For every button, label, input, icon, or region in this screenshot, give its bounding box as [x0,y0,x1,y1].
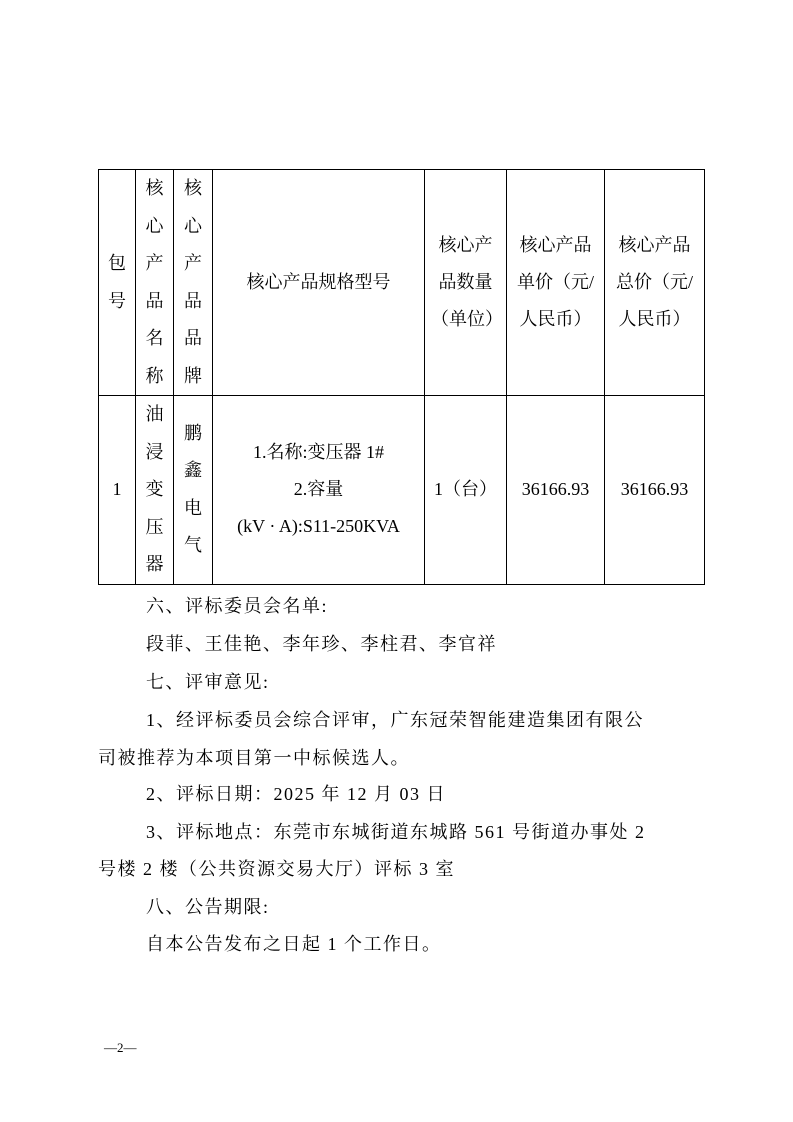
table-header-row [99,170,705,396]
cell-product-name: 油浸变压器 [136,396,174,585]
review-item-1-line-2: 司被推荐为本项目第一中标候选人。 [98,748,410,768]
header-product-brand: 核心产品品牌 [174,170,213,396]
cell-unit-price: 36166.93 [507,396,605,585]
committee-heading: 六、评标委员会名单: [146,596,329,616]
spec-line: 1.名称:变压器 1# [252,442,384,463]
spec-line: 2.容量 [293,479,344,500]
cell-total-price: 36166.93 [605,396,705,585]
review-heading: 七、评审意见: [146,672,270,692]
cell-quantity: 1（台） [425,396,507,585]
review-item-2: 2、评标日期：2025 年 12 月 03 日 [146,784,446,804]
review-item-3-line-1: 3、评标地点：东莞市东城街道东城路 561 号街道办事处 2 [146,822,646,842]
notice-period: 自本公告发布之日起 1 个工作日。 [146,934,442,954]
header-total-price: 核心产品总价（元/人民币） [605,170,705,396]
cell-product-brand: 鹏鑫电气 [174,396,213,585]
cell-spec-model [213,396,425,585]
notice-heading: 八、公告期限: [146,897,270,917]
header-product-name: 核心产品名称 [136,170,174,396]
header-package-no: 包号 [99,170,136,396]
header-quantity: 核心产品数量（单位） [425,170,507,396]
committee-members: 段菲、王佳艳、李年珍、李柱君、李官祥 [146,634,497,654]
page-number: —2— [104,1040,137,1055]
review-item-3-line-2: 号楼 2 楼（公共资源交易大厅）评标 3 室 [98,859,455,879]
review-item-1-line-1: 1、经评标委员会综合评审，广东冠荣智能建造集团有限公 [146,710,644,730]
header-spec-model: 核心产品规格型号 [213,170,425,396]
spec-line: (kV · A):S11-250KVA [237,516,400,537]
table-row [99,396,705,585]
cell-package-no: 1 [99,396,136,585]
header-unit-price: 核心产品单价（元/人民币） [507,170,605,396]
product-table [98,169,705,585]
